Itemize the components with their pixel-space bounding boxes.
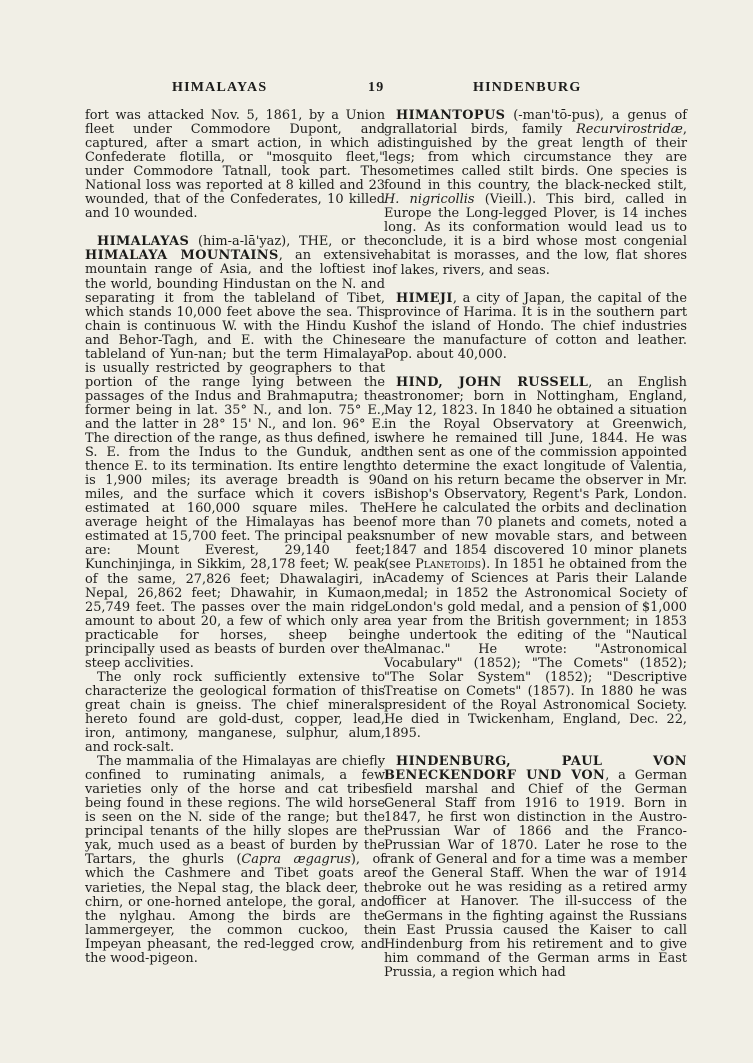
running-head-right: HINDENBURG: [473, 80, 582, 95]
paragraph-continued: fort was attacked Nov. 5, 1861, by a Union fleet under Commodore Dupont, and captured, after a smart action, in which a Confederate flotilla, or "mosquito fleet," under Commodore Tatnall, took part. The National loss was reported at 8 killed and 23 wounded, that of the Confederates, 10 killed and 10 wounded.: [85, 108, 385, 222]
latin-name: H. nigricollis: [384, 192, 475, 208]
headword: HINDENBURG, PAUL VON BENECKENDORF UND VON: [384, 754, 687, 784]
headword: HIND, JOHN RUSSELL: [396, 374, 589, 390]
entry-hindenburg: HINDENBURG, PAUL VON BENECKENDORF UND VON, a German field marshal and Chief of the German General Staff from 1916 to 1919. Born in 1847, he first won distinction in the Austro-Prussian War of 1866 and the Franco-Prussian War of 1870. Later he rose to the rank of General and for a time was a member of the General Staff. When the war of 1914 broke out he was residing as a retired army officer at Hanover. The ill-success of the Germans in the fighting against the Russians in East Prussia caused the Kaiser to call Hindenburg from his retirement and to give him command of the German arms in East Prussia, a region which had: [384, 754, 688, 980]
right-column: [384, 109, 687, 980]
entry-himeji: HIMEJI, a city of Japan, the capital of the province of Harima. It is in the southern part of the island of Hondo. The chief industries are the manufacture of cotton and leather. Pop. about 40,000.: [384, 290, 687, 362]
entry-himalayas: HIMALAYAS (him-a-lā'yaz), THE, or the HIMALAYA MOUNTAINS, an extensive mountain range of Asia, and the loftiest in the world, bounding Hindustan on the N. and separating it from the tableland of Tibet, which stands 10,000 feet above the sea. This chain is continuous W. with the Hindu Kush and Behor-Tagh, and E. with the Chinese tableland of Yun-nan; but the term Himalaya is usually restricted by geographers to that portion of the range lying between the passages of the Indus and Brahmaputra; the former being in lat. 35° N., and lon. 75° E., and the latter in 28° 15' N., and lon. 96° E. The direction of the range, as thus defined, is S. E. from the Indus to the Gunduk, and thence E. to its termination. Its entire length is 1,900 miles; its average breadth is 90 miles, and the surface which it covers is estimated at 160,000 square miles. The average height of the Himalayas has been estimated at 15,700 feet. The principal peaks are: Mount Everest, 29,140 feet; Kunchinjinga, in Sikkim, 28,178 feet; W. peak of the same, 27,826 feet; Dhawalagiri, in Nepal, 26,862 feet; Dhawahir, in Kumaon, 25,749 feet. The passes over the main ridge amount to about 20, a few of which only are practicable for horses, sheep being principally used as beasts of burden over the steep acclivities.: [85, 234, 385, 671]
page-number: 19: [368, 80, 385, 95]
latin-name: Recurvirostridæ: [576, 122, 683, 138]
paragraph-geology: The only rock sufficiently extensive to characterize the geological formation of this great chain is gneiss. The chief minerals hereto found are gold-dust, copper, lead, iron, antimony, manganese, sulphur, alum, and rock-salt.: [85, 669, 385, 756]
headword-alt: HIMALAYA MOUNTAINS: [85, 248, 279, 264]
running-head: [0, 80, 753, 100]
headword: HIMANTOPUS: [396, 108, 506, 123]
left-column: [85, 109, 385, 966]
headword: HIMEJI: [396, 290, 453, 306]
entry-hind: HIND, JOHN RUSSELL, an English astronomer; born in Nottingham, England, May 12, 1823. In 1840 he obtained a situation in the Royal Observatory at Greenwich, where he remained till June, 1844. He was then sent as one of the commission appointed to determine the exact longitude of Valentia, and on his return became the observer in Mr. Bishop's Observatory, Regent's Park, London. Here he calculated the orbits and declination of more than 70 planets and comets, noted a number of new movable stars, and between 1847 and 1854 discovered 10 minor planets (see Planetoids). In 1851 he obtained from the Academy of Sciences at Paris their Lalande medal; in 1852 the Astronomical Society of London's gold medal, and a pension of $1,000 a year from the British government; in 1853 he undertook the editing of the "Nautical Almanac." He wrote: "Astronomical Vocabulary" (1852); "The Comets" (1852); "The Solar System" (1852); "Descriptive Treatise on Comets" (1857). In 1880 he was president of the Royal Astronomical Society. He died in Twickenham, England, Dec. 22, 1895.: [384, 374, 688, 741]
running-head-left: HIMALAYAS: [172, 80, 268, 95]
entry-himantopus: HIMANTOPUS (-man'tō-pus), a genus of grallatorial birds, family Recurvirostridæ, distinguished by the great length of their legs; from which circumstance they are sometimes called stilt birds. One species is found in this country, the black-necked stilt, H. nigricollis (Vieill.). This bird, called in Europe the Long-legged Plover, is 14 inches long. As its conformation would lead us to conclude, it is a bird whose most congenial habitat is morasses, and the low, flat shores of lakes, rivers, and seas.: [384, 108, 687, 278]
headword: HIMALAYAS: [97, 234, 190, 250]
cross-reference: Planetoids: [415, 557, 482, 573]
paragraph-mammalia: The mammalia of the Himalayas are chiefly confined to ruminating animals, a few varieties only of the horse and cat tribes being found in these regions. The wild horse is seen on the N. side of the range; but the principal tenants of the hilly slopes are the yak, much used as a beast of burden by the Tartars, the ghurls (Capra ægagrus), of which the Cashmere and Tibet goats are varieties, the Nepal stag, the black deer, the chirn, or one-horned antelope, the goral, and the nylghau. Among the birds are the lammergeyer, the common cuckoo, the Impeyan pheasant, the red-legged crow, and the wood-pigeon.: [85, 754, 385, 966]
latin-name: Capra ægagrus: [241, 852, 351, 868]
